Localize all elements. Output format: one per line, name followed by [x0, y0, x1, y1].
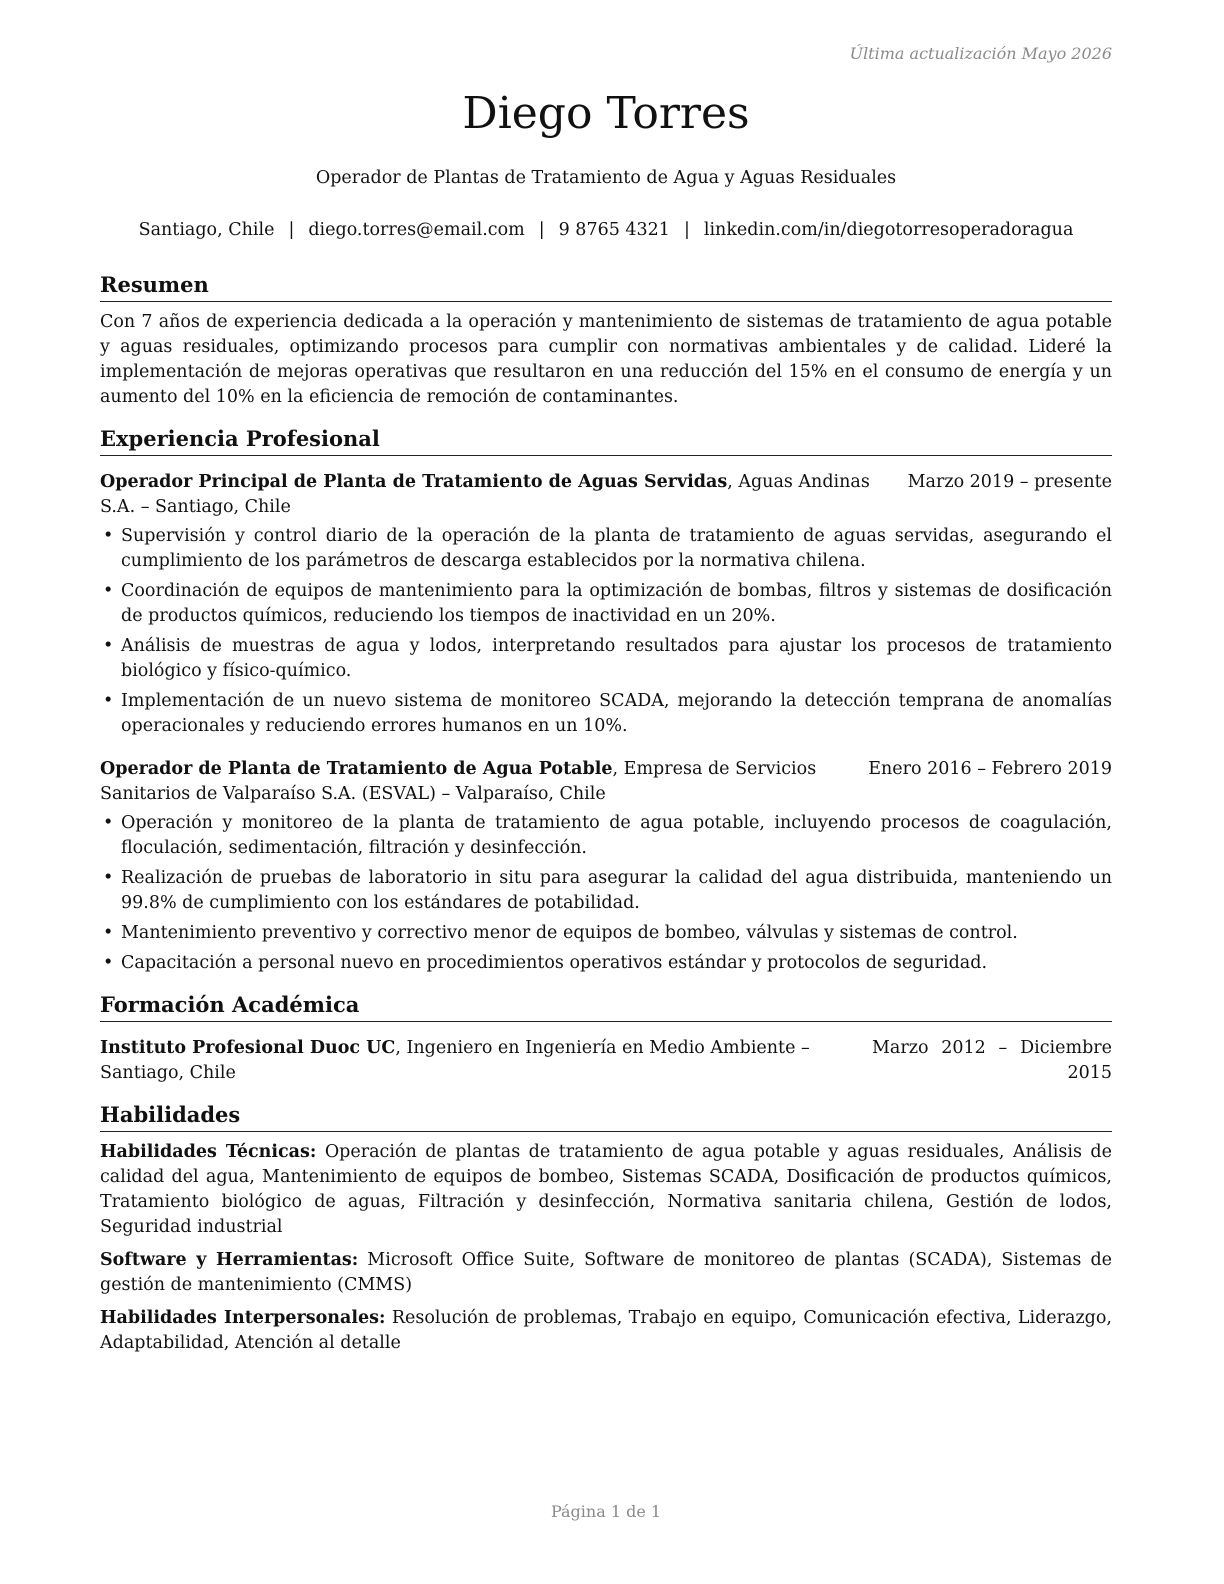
candidate-name: Diego Torres	[462, 88, 750, 139]
education-header	[100, 1036, 1112, 1086]
job-bullets	[100, 524, 1112, 739]
contact-location: Santiago, Chile	[138, 220, 275, 240]
list-item	[100, 634, 1112, 684]
bullet-text: Operación y monitoreo de la planta de tratamiento de agua potable, incluyendo procesos de coagulación, floculación, sedimentación, filtración y desinfección.	[121, 813, 1112, 858]
skill-group-text: Microsoft Office Suite, Software de monitoreo de plantas (SCADA), Sistemas de gestión de mantenimiento (CMMS)	[100, 1250, 1112, 1295]
list-item	[100, 866, 1112, 916]
resume-content	[100, 270, 1112, 1370]
list-item	[100, 579, 1112, 629]
job-header	[100, 470, 1112, 520]
summary-section	[100, 270, 1112, 410]
bullet-text: Análisis de muestras de agua y lodos, interpretando resultados para ajustar los procesos de tratamiento biológico y físico-químico.	[121, 636, 1112, 681]
skill-group-text: Resolución de problemas, Trabajo en equipo, Comunicación efectiva, Liderazgo, Adaptabilidad, Atención al detalle	[100, 1308, 1112, 1353]
education-heading	[100, 1036, 872, 1086]
bullet-icon: •	[103, 691, 114, 711]
job-role: Operador Principal de Planta de Tratamiento de Aguas Servidas	[100, 472, 728, 492]
bullet-text: Implementación de un nuevo sistema de monitoreo SCADA, mejorando la detección temprana de anomalías operacionales y reduciendo errores humanos en un 10%.	[121, 691, 1112, 736]
contact-phone: 9 8765 4321	[558, 220, 670, 240]
job-dates: Enero 2016 – Febrero 2019	[868, 759, 1112, 779]
job-entry	[100, 757, 1112, 976]
list-item	[100, 951, 1112, 976]
page-number: Página 1 de 1	[550, 1502, 662, 1521]
bullet-icon: •	[103, 813, 114, 833]
list-item	[100, 921, 1112, 946]
list-item	[100, 811, 1112, 861]
skill-group	[100, 1248, 1112, 1298]
experience-section	[100, 424, 1112, 976]
education-entry	[100, 1036, 1112, 1086]
job-company: , Aguas Andinas S.A. – Santiago, Chile	[100, 472, 870, 517]
skill-group-label: Habilidades Técnicas:	[100, 1142, 317, 1162]
job-heading	[100, 757, 868, 807]
contact-separator: |	[683, 220, 690, 240]
bullet-text: Mantenimiento preventivo y correctivo menor de equipos de bombeo, válvulas y sistemas de control.	[121, 923, 1018, 943]
bullet-icon: •	[103, 868, 114, 888]
contact-line	[100, 220, 1112, 240]
education-degree: , Ingeniero en Ingeniería en Medio Ambiente – Santiago, Chile	[100, 1038, 810, 1083]
education-section	[100, 990, 1112, 1086]
skills-section	[100, 1100, 1112, 1356]
education-institution: Instituto Profesional Duoc UC	[100, 1038, 396, 1058]
skill-group	[100, 1306, 1112, 1356]
bullet-icon: •	[103, 923, 114, 943]
last-updated: Última actualización Mayo 2026	[849, 44, 1112, 63]
section-title-education: Formación Académica	[100, 990, 1112, 1022]
bullet-text: Capacitación a personal nuevo en procedimientos operativos estándar y protocolos de seguridad.	[121, 953, 988, 973]
education-dates: Marzo 2012 – Diciembre 2015	[872, 1038, 1112, 1083]
candidate-title: Operador de Plantas de Tratamiento de Agua y Aguas Residuales	[315, 168, 897, 188]
job-header	[100, 757, 1112, 807]
job-company: , Empresa de Servicios Sanitarios de Valparaíso S.A. (ESVAL) – Valparaíso, Chile	[100, 759, 817, 804]
bullet-text: Realización de pruebas de laboratorio in situ para asegurar la calidad del agua distribuida, manteniendo un 99.8% de cumplimiento con los estándares de potabilidad.	[121, 868, 1112, 913]
skill-group-text: Operación de plantas de tratamiento de agua potable y aguas residuales, Análisis de calidad del agua, Mantenimiento de equipos de bombeo, Sistemas SCADA, Dosificación de productos químicos, Tratamiento biológico de aguas, Filtración y desinfección, Normativa sanitaria chilena, Gestión de lodos, Seguridad industrial	[100, 1142, 1112, 1237]
job-role: Operador de Planta de Tratamiento de Agua Potable	[100, 759, 613, 779]
job-entry	[100, 470, 1112, 739]
job-dates: Marzo 2019 – presente	[907, 472, 1112, 492]
contact-linkedin[interactable]: linkedin.com/in/diegotorresoperadoragua	[703, 220, 1074, 240]
bullet-icon: •	[103, 526, 114, 546]
skill-group-label: Software y Herramientas:	[100, 1250, 359, 1270]
contact-email[interactable]: diego.torres@email.com	[308, 220, 525, 240]
section-title-experience: Experiencia Profesional	[100, 424, 1112, 456]
bullet-text: Coordinación de equipos de mantenimiento para la optimización de bombas, filtros y sistemas de dosificación de productos químicos, reduciendo los tiempos de inactividad en un 20%.	[121, 581, 1112, 626]
section-title-summary: Resumen	[100, 270, 1112, 302]
job-heading	[100, 470, 908, 520]
contact-separator: |	[538, 220, 545, 240]
bullet-icon: •	[103, 953, 114, 973]
section-title-skills: Habilidades	[100, 1100, 1112, 1132]
list-item	[100, 524, 1112, 574]
job-bullets	[100, 811, 1112, 976]
summary-text: Con 7 años de experiencia dedicada a la operación y mantenimiento de sistemas de tratamiento de agua potable y aguas residuales, optimizando procesos para cumplir con normativas ambientales y de calidad. Lideré la implementación de mejoras operativas que resultaron en una reducción del 15% en el consumo de energía y un aumento del 10% en la eficiencia de remoción de contaminantes.	[100, 312, 1112, 407]
bullet-icon: •	[103, 581, 114, 601]
contact-separator: |	[288, 220, 295, 240]
list-item	[100, 689, 1112, 739]
resume-page	[100, 0, 1112, 1584]
skill-group	[100, 1140, 1112, 1240]
bullet-text: Supervisión y control diario de la operación de la planta de tratamiento de aguas servidas, asegurando el cumplimiento de los parámetros de descarga establecidos por la normativa chilena.	[121, 526, 1112, 571]
skill-group-label: Habilidades Interpersonales:	[100, 1308, 386, 1328]
bullet-icon: •	[103, 636, 114, 656]
